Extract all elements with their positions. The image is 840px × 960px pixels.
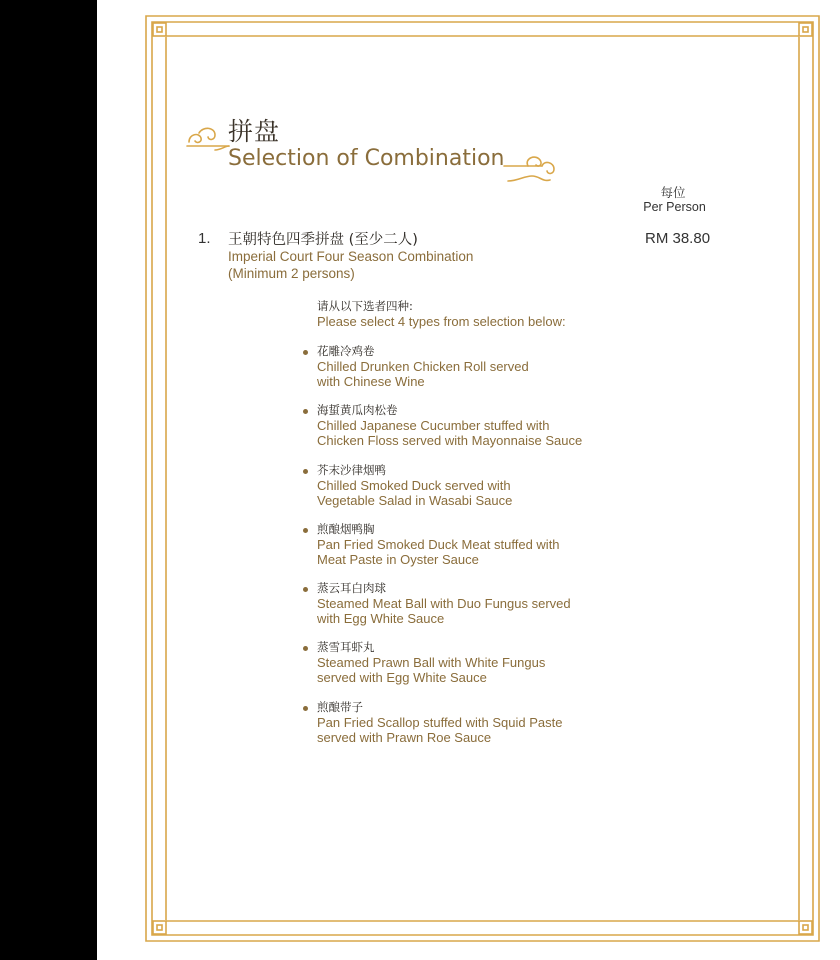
section-title-chinese: 拼盘 — [228, 117, 281, 146]
item-minimum-note: (Minimum 2 persons) — [228, 266, 355, 281]
item-price: RM 38.80 — [645, 230, 711, 247]
section-title-english: Selection of Combination — [228, 146, 505, 171]
option-description-line-2: Chicken Floss served with Mayonnaise Sauce — [317, 433, 583, 449]
option-name-chinese: 蒸云耳白肉球 — [317, 581, 386, 596]
option-description-line-1: Pan Fried Smoked Duck Meat stuffed with — [317, 536, 560, 552]
option-name-chinese: 花雕冷鸡卷 — [317, 344, 375, 358]
selection-instruction — [317, 299, 566, 329]
option-name-chinese: 煎酿烟鸭胸 — [317, 521, 375, 536]
list-item — [317, 700, 582, 759]
option-description-line-2: Meat Paste in Oyster Sauce — [317, 551, 479, 567]
option-description-line-1: Steamed Meat Ball with Duo Fungus served — [317, 596, 571, 612]
instruction-english: Please select 4 types from selection below: — [317, 314, 566, 329]
list-item — [317, 403, 582, 462]
option-description-line-2: served with Egg White Sauce — [317, 670, 487, 686]
cloud-ornament-left-icon — [185, 124, 231, 152]
menu-page — [97, 0, 840, 960]
option-description-line-2: Vegetable Salad in Wasabi Sauce — [317, 492, 513, 508]
item-number: 1. — [198, 230, 211, 247]
bullet-icon — [303, 706, 308, 711]
per-person-label-chinese: 每位 — [660, 185, 686, 200]
list-item — [317, 640, 582, 699]
bullet-icon — [303, 350, 308, 355]
cloud-ornament-right-icon — [502, 154, 558, 186]
per-person-label-english: Per Person — [643, 200, 706, 214]
option-description-line-1: Chilled Smoked Duck served with — [317, 477, 511, 493]
option-name-chinese: 海蜇黄瓜肉松卷 — [317, 403, 398, 418]
list-item — [317, 463, 582, 522]
instruction-chinese: 请从以下选者四种: — [317, 299, 413, 313]
option-description-line-2: served with Prawn Roe Sauce — [317, 729, 492, 745]
list-item — [317, 344, 582, 403]
bullet-icon — [303, 469, 308, 474]
option-description-line-1: Chilled Drunken Chicken Roll served — [317, 359, 529, 374]
option-description-line-1: Pan Fried Scallop stuffed with Squid Paste — [317, 714, 563, 730]
option-description-line-2: with Egg White Sauce — [317, 611, 445, 627]
option-name-chinese: 煎酿带子 — [317, 699, 363, 714]
list-item — [317, 581, 582, 640]
combination-options-list — [317, 344, 582, 759]
option-description-line-1: Chilled Japanese Cucumber stuffed with — [317, 418, 550, 434]
item-name-chinese: 王朝特色四季拼盘 (至少二人) — [228, 232, 418, 248]
option-description-line-1: Steamed Prawn Ball with White Fungus — [317, 655, 546, 671]
list-item — [317, 522, 582, 581]
option-name-chinese: 芥末沙律烟鸭 — [317, 462, 386, 477]
item-name-english-line: Imperial Court Four Season Combination — [228, 249, 474, 264]
item-name-english — [228, 248, 473, 282]
option-description-line-2: with Chinese Wine — [317, 374, 425, 389]
option-name-chinese: 蒸雪耳虾丸 — [317, 640, 375, 655]
bullet-icon — [303, 528, 308, 533]
